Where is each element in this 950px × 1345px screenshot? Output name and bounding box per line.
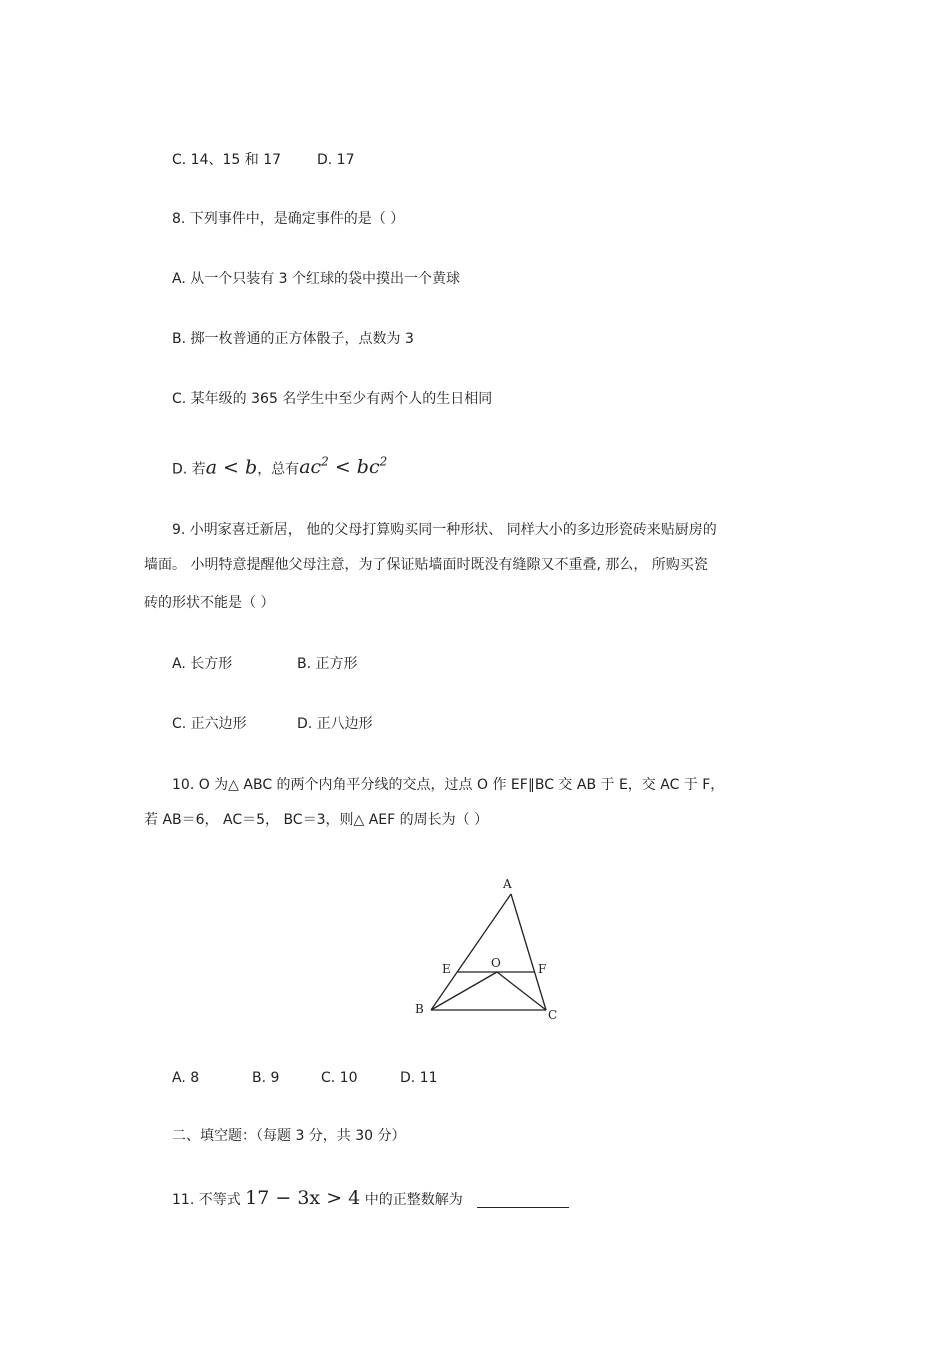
q8-option-d-middle: ，总有 (257, 461, 300, 478)
q11-prefix: 11. 不等式 (172, 1192, 241, 1208)
label-b: B (415, 1002, 424, 1016)
q9-stem-line-2: 墙面。 小明特意提醒他父母注意，为了保证贴墙面时既没有缝隙又不重叠, 那么， 所购买瓷 (144, 557, 708, 573)
q11-inequality: 17 − 3x > 4 (245, 1187, 361, 1209)
label-c: C (548, 1008, 558, 1022)
q9-option-a: A. 长方形 (172, 656, 233, 672)
q8-option-c: C. 某年级的 365 名学生中至少有两个人的生日相同 (172, 391, 493, 407)
q9-stem-line-1: 9. 小明家喜迁新居， 他的父母打算购买同一种形状、 同样大小的多边形瓷砖来贴厨房的 (172, 522, 717, 538)
q7-option-d: D. 17 (317, 152, 355, 168)
q8-option-a: A. 从一个只装有 3 个红球的袋中摸出一个黄球 (172, 271, 461, 287)
q9-option-b: B. 正方形 (297, 656, 358, 672)
q10-stem-line-1: 10. O 为△ ABC 的两个内角平分线的交点，过点 O 作 EF∥BC 交 AB 于 E，交 AC 于 F， (172, 777, 725, 793)
label-f: F (538, 962, 547, 976)
q10-option-b: B. 9 (252, 1070, 280, 1086)
triangle-figure (400, 870, 570, 1030)
q9-option-c: C. 正六边形 (172, 716, 247, 732)
segment-ac (511, 894, 546, 1010)
q10-option-d: D. 11 (400, 1070, 438, 1086)
answer-blank[interactable] (477, 1193, 569, 1208)
q10-option-c: C. 10 (321, 1070, 358, 1086)
q10-stem-line-2: 若 AB＝6， AC＝5， BC＝3，则△ AEF 的周长为（ ） (144, 812, 489, 828)
section-2-title: 二、填空题：（每题 3 分，共 30 分） (172, 1128, 406, 1144)
segment-ab (431, 894, 511, 1010)
q8-stem: 8. 下列事件中，是确定事件的是（ ） (172, 211, 405, 227)
label-e: E (442, 962, 451, 976)
q11-stem (172, 1188, 569, 1210)
q8-option-d-conclusion: $ac^2 < bc^2$ (299, 455, 388, 479)
q10-option-a: A. 8 (172, 1070, 200, 1086)
segment-bo (431, 972, 497, 1010)
q9-option-d: D. 正八边形 (297, 716, 373, 732)
q8-option-d-prefix: D. 若 (172, 461, 206, 478)
q7-option-c: C. 14、15 和 17 (172, 152, 282, 168)
label-a: A (503, 877, 512, 891)
q8-option-b: B. 掷一枚普通的正方体骰子，点数为 3 (172, 331, 414, 347)
q8-option-d-condition: a < b (205, 456, 258, 479)
q9-stem-line-3: 砖的形状不能是（ ） (144, 595, 275, 611)
label-o: O (491, 956, 501, 970)
q11-suffix: 中的正整数解为 (364, 1192, 463, 1208)
segment-co (497, 972, 546, 1010)
q8-option-d (172, 452, 387, 479)
